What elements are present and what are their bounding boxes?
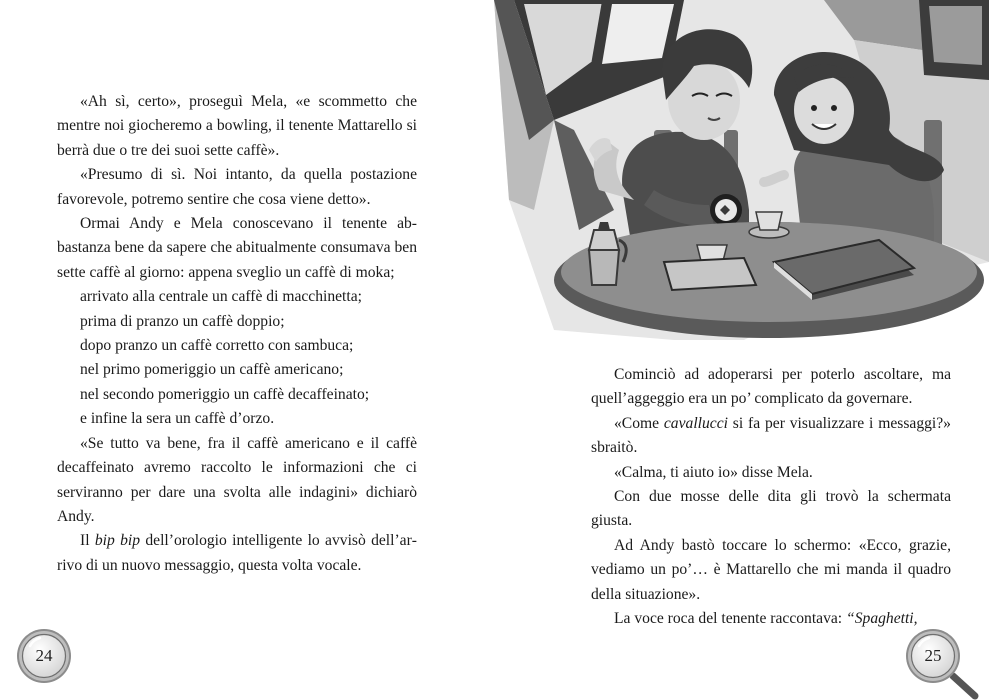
- coffee-list-item: nel secondo pomeriggio un caffè decaffeinato;: [80, 385, 370, 403]
- page-number: 25: [924, 646, 942, 665]
- illustration-kids-at-table: [494, 0, 989, 350]
- text-run: dell’orologio intelligente lo avvisò dell’arrivo di un nuovo messaggio, questa volta vocale.: [57, 532, 417, 574]
- coffee-list-item: dopo pranzo un caffè corretto con sambuca;: [80, 337, 354, 355]
- paragraph: Ormai Andy e Mela conoscevano il tenente abbastanza bene da sapere che abitualmente consumava ben sette caffè al giorno: appena sveglio un caffè di moka;: [57, 215, 417, 281]
- text-run: «Come: [614, 414, 664, 432]
- text-run: La voce roca del tenente raccontava:: [614, 610, 847, 628]
- coffee-list-item: nel primo pomeriggio un caffè americano;: [80, 361, 344, 379]
- page-number: 24: [35, 646, 53, 665]
- paragraph: Ad Andy bastò toccare lo schermo: «Ecco, grazie, vediamo un po’… è Mattarello che mi manda il quadro della situazione».: [591, 536, 951, 603]
- paragraph: [591, 607, 951, 631]
- italic-text: “Spaghetti,: [846, 610, 918, 628]
- paragraph: «Calma, ti aiuto io» disse Mela.: [614, 463, 813, 481]
- text-run: Il: [80, 532, 95, 550]
- paragraph: Con due mosse delle dita gli trovò la schermata giusta.: [591, 488, 951, 530]
- page-number-badge-right: [903, 626, 963, 686]
- left-page: [0, 0, 494, 700]
- right-page-text: [591, 363, 951, 631]
- paragraph: «Presumo di sì. Noi intanto, da quella postazione favorevole, potremo sentire che cosa viene detto».: [57, 166, 417, 208]
- paragraph: [57, 529, 417, 578]
- paragraph: [591, 412, 951, 461]
- paragraph: Cominciò ad adoperarsi per poterlo ascoltare, ma quell’aggeggio era un po’ complicato da governare.: [591, 366, 951, 408]
- paragraph: «Se tutto va bene, fra il caffè americano e il caffè decaffeinato avremo raccolto le informazioni che ci serviranno per dare una svolta alle indagini» dichiarò Andy.: [57, 434, 417, 525]
- text-run: si fa per visualizzare i messaggi?» sbraitò.: [591, 414, 951, 457]
- coffee-list-item: arrivato alla centrale un caffè di macchinetta;: [80, 288, 362, 306]
- coffee-list-item: prima di pranzo un caffè doppio;: [80, 312, 285, 330]
- italic-text: bip bip: [94, 532, 141, 550]
- italic-text: cavallucci: [663, 414, 728, 432]
- paragraph: «Ah sì, certo», proseguì Mela, «e scommetto che mentre noi giocheremo a bowling, il tenente Mattarello si berrà due o tre dei suoi sette caffè».: [57, 93, 417, 159]
- page-number-badge-left: [14, 626, 74, 686]
- left-page-text: [57, 90, 417, 578]
- right-page: [494, 0, 989, 700]
- coffee-list-item: e infine la sera un caffè d’orzo.: [80, 410, 275, 428]
